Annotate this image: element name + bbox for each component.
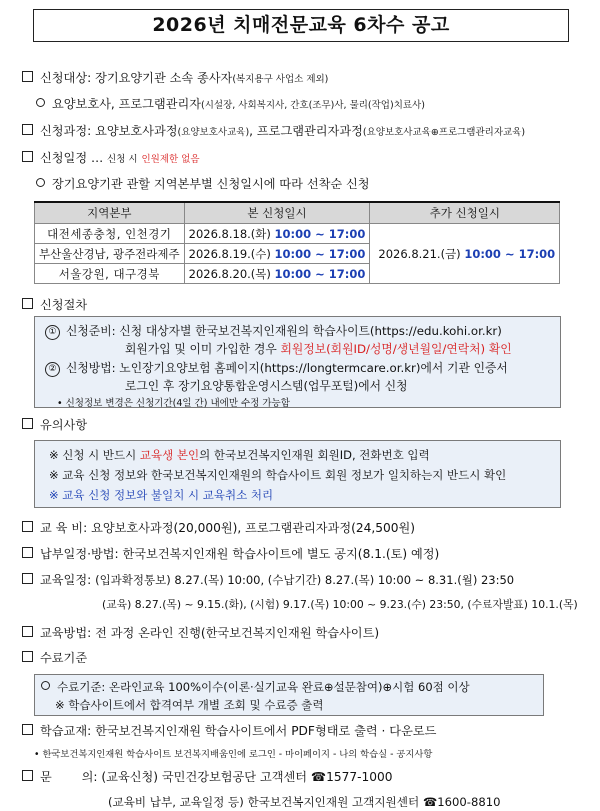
payment-line: 납부일정·방법: 한국보건복지인재원 학습사이트에 별도 공지(8.1.(토) 예정)	[22, 545, 594, 562]
square-bullet-icon	[22, 651, 33, 662]
table-row: 부산울산경남, 광주전라제주 2026.8.19.(수) 10:00 ~ 17:00	[35, 244, 560, 264]
square-bullet-icon	[22, 626, 33, 637]
caution-heading: 유의사항	[22, 416, 594, 433]
completion-heading: 수료기준	[22, 649, 594, 666]
fee-line: 교 육 비: 요양보호사과정(20,000원), 프로그램관리자과정(24,500원)	[22, 519, 594, 536]
eligibility-line: 신청대상: 장기요양기관 소속 종사자(복지용구 사업소 제외)	[22, 69, 594, 86]
table-header: 본 신청일시	[184, 202, 370, 224]
square-bullet-icon	[22, 151, 33, 162]
procedure-box: ① 신청준비: 신청 대상자별 한국보건복지인재원의 학습사이트(https://edu.kohi.or.kr) 회원가입 및 이미 가입한 경우 회원정보(회원ID/성명/생년월일/연락처) 확인 ② 신청방법: 노인장기요양보험 홈페이지(https://longtermcare.or.kr)에서 기관 인증서 로그인 후 장기요양통합운영시스템(업무포털)에서 신청 • 신청정보 변경은 신청기간(4일 간) 내에만 수정 가능함	[34, 316, 561, 408]
circle-bullet-icon	[41, 681, 50, 690]
schedule-line: 신청일정 … 신청 시 인원제한 없음	[22, 149, 594, 166]
material-line: 학습교재: 한국보건복지인재원 학습사이트에서 PDF형태로 출력 · 다운로드	[22, 722, 594, 739]
table-row: 대전세종충청, 인천경기 2026.8.18.(화) 10:00 ~ 17:00 2026.8.21.(금) 10:00 ~ 17:00	[35, 224, 560, 244]
page-title: 2026년 치매전문교육 6차수 공고	[33, 9, 569, 42]
caution-box: ※ 신청 시 반드시 교육생 본인의 한국보건복지인재원 회원ID, 전화번호 입력 ※ 교육 신청 정보와 한국보건복지인재원의 학습사이트 회원 정보가 일치하는지 반드시 확인 ※ 교육 신청 정보와 불일치 시 교육취소 처리	[34, 440, 561, 508]
completion-box: 수료기준: 온라인교육 100%이수(이론·실기교육 완료⊕설문참여)⊕시험 60점 이상 ※ 학습사이트에서 합격여부 개별 조회 및 수료증 출력	[34, 674, 544, 716]
table-header: 추가 신청일시	[370, 202, 560, 224]
circle-bullet-icon	[36, 178, 45, 187]
material-note: • 한국보건복지인재원 학습사이트 보건복지배움인에 로그인 - 마이페이지 - 나의 학습실 - 공지사항	[34, 749, 433, 760]
eligibility-sub: 요양보호사, 프로그램관리자(시설장, 사회복지사, 간호(조무)사, 물리(작업)치료사)	[22, 95, 594, 112]
table-header: 지역본부	[35, 202, 185, 224]
circle-bullet-icon	[36, 98, 45, 107]
schedule-table	[34, 201, 560, 284]
procedure-heading: 신청절차	[22, 296, 594, 313]
method-line: 교육방법: 전 과정 온라인 진행(한국보건복지인재원 학습사이트)	[22, 624, 594, 641]
square-bullet-icon	[22, 547, 33, 558]
table-row: 서울강원, 대구경북 2026.8.20.(목) 10:00 ~ 17:00	[35, 264, 560, 284]
square-bullet-icon	[22, 724, 33, 735]
contact-line: 문 의: (교육신청) 국민건강보험공단 고객센터 ☎1577-1000	[22, 768, 594, 785]
schedule-sub: 장기요양기관 관할 지역본부별 신청일시에 따라 선착순 신청	[22, 175, 594, 192]
square-bullet-icon	[22, 770, 33, 781]
edu-schedule-line: 교육일정: (입과확정통보) 8.27.(목) 10:00, (수납기간) 8.27.(목) 10:00 ~ 8.31.(월) 23:50	[22, 571, 594, 588]
contact-line2: (교육비 납부, 교육일정 등) 한국보건복지인재원 고객지원센터 ☎1600-8810	[108, 795, 501, 809]
edu-schedule-line2: (교육) 8.27.(목) ~ 9.15.(화), (시험) 9.17.(목) 10:00 ~ 9.23.(수) 23:50, (수료자발표) 10.1.(목)	[102, 598, 578, 611]
square-bullet-icon	[22, 521, 33, 532]
square-bullet-icon	[22, 418, 33, 429]
square-bullet-icon	[22, 124, 33, 135]
course-line: 신청과정: 요양보호사과정(요양보호사교육), 프로그램관리자과정(요양보호사교육⊕프로그램관리자교육)	[22, 122, 594, 139]
square-bullet-icon	[22, 573, 33, 584]
square-bullet-icon	[22, 298, 33, 309]
square-bullet-icon	[22, 71, 33, 82]
